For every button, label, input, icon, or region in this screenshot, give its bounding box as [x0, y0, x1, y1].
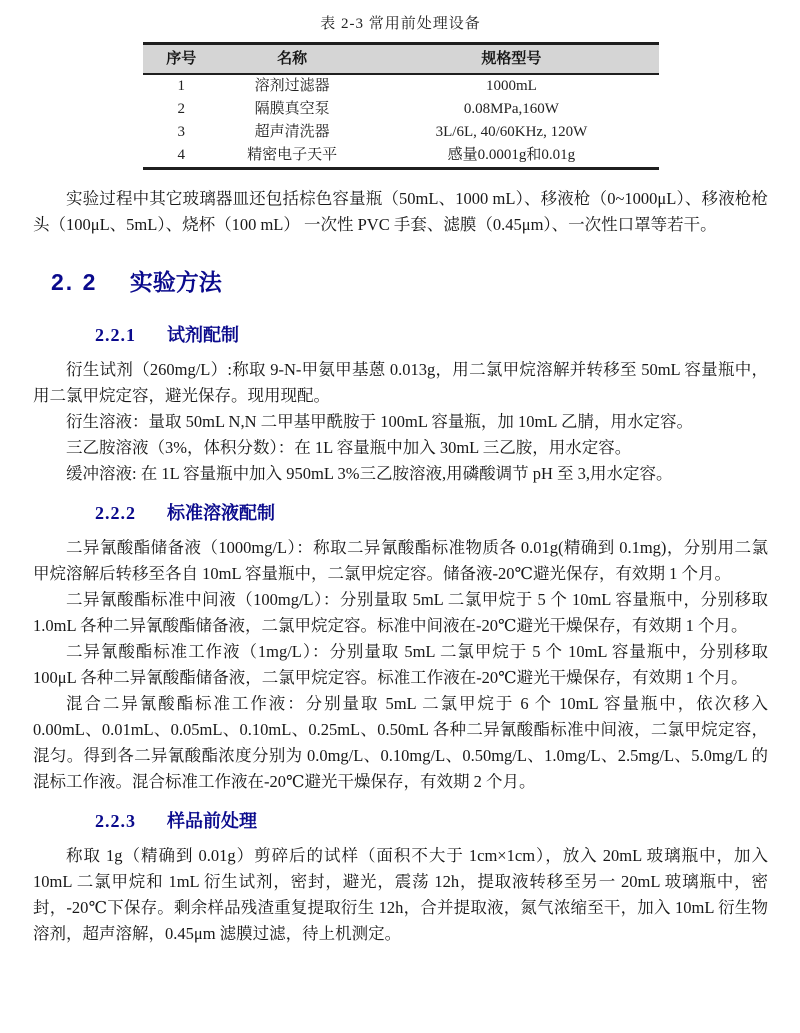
- subsection-title: 标准溶液配制: [167, 503, 276, 523]
- table-row: [143, 144, 659, 169]
- col-header-no: 序号: [166, 51, 197, 67]
- col-header-name: 名称: [277, 51, 308, 67]
- section-title: 实验方法: [129, 269, 222, 295]
- paragraph: 二异氰酸酯标准工作液（1mg/L）：分别量取 5mL 二氯甲烷于 5 个 10mL 容量瓶中，分别移取 100μL 各种二异氰酸酯储备液，二氯甲烷定容。标准工作液在-20℃避光干燥保存，有效期 1 个月。: [33, 642, 768, 687]
- paragraph: 混合二异氰酸酯标准工作液：分别量取 5mL 二氯甲烷于 6 个 10mL 容量瓶中，依次移入 0.00mL、0.01mL、0.05mL、0.10mL、0.25mL、0.50mL 各种二异氰酸酯标准中间液，二氯甲烷定容，混匀。得到各二异氰酸酯浓度分别为 0.0mg/L、0.10mg/L、0.50mg/L、1.0mg/L、2.5mg/L、5.0mg/L 的混标工作液。混合标准工作液在-20℃避光干燥保存，有效期 2 个月。: [33, 694, 768, 791]
- cell-spec: 3L/6L, 40/60KHz, 120W: [435, 124, 588, 140]
- subsection-heading-2-2-1: [33, 321, 768, 347]
- subsection-heading-2-2-2: [33, 499, 768, 525]
- subsection-number: 2.2.3: [95, 811, 136, 831]
- cell-no: 3: [177, 124, 185, 140]
- paragraph: 衍生溶液：量取 50mL N,N 二甲基甲酰胺于 100mL 容量瓶，加 10mL 乙腈，用水定容。: [66, 412, 693, 431]
- subsection-number: 2.2.1: [95, 325, 136, 345]
- table-row: [143, 98, 659, 121]
- subsection-number: 2.2.2: [95, 503, 136, 523]
- section-heading: [33, 264, 768, 297]
- cell-name: 超声清洗器: [254, 124, 330, 140]
- subsection-title: 样品前处理: [167, 811, 258, 831]
- paragraph: 三乙胺溶液（3%，体积分数）：在 1L 容量瓶中加入 30mL 三乙胺，用水定容。: [66, 438, 632, 457]
- section-number: 2. 2: [51, 269, 98, 295]
- paragraph: 衍生试剂（260mg/L）:称取 9-N-甲氨甲基蒽 0.013g，用二氯甲烷溶解并转移至 50mL 容量瓶中，用二氯甲烷定容，避光保存。现用现配。: [33, 360, 768, 405]
- cell-no: 1: [177, 78, 185, 94]
- table-caption: 表 2-3 常用前处理设备: [320, 16, 481, 32]
- cell-spec: 1000mL: [486, 78, 537, 94]
- paragraph: 二异氰酸酯储备液（1000mg/L）：称取二异氰酸酯标准物质各 0.01g(精确到 0.1mg)，分别用二氯甲烷溶解后转移至各自 10mL 容量瓶中，二氯甲烷定容。储备液-20℃避光保存，有效期 1 个月。: [33, 538, 768, 583]
- cell-name: 溶剂过滤器: [254, 78, 330, 94]
- cell-no: 4: [177, 147, 185, 163]
- paragraph: 二异氰酸酯标准中间液（100mg/L）：分别量取 5mL 二氯甲烷于 5 个 10mL 容量瓶中，分别移取 1.0mL 各种二异氰酸酯储备液，二氯甲烷定容。标准中间液在-20℃避光干燥保存，有效期 1 个月。: [33, 590, 768, 635]
- paragraph: 缓冲溶液: 在 1L 容量瓶中加入 950mL 3%三乙胺溶液,用磷酸调节 pH 至 3,用水定容。: [66, 464, 673, 483]
- table-row: [143, 121, 659, 144]
- equipment-table: [143, 42, 659, 170]
- cell-name: 隔膜真空泵: [254, 101, 330, 117]
- subsection-title: 试剂配制: [167, 325, 240, 345]
- col-header-spec: 规格型号: [481, 51, 542, 67]
- table-header-row: [143, 44, 659, 75]
- cell-name: 精密电子天平: [247, 147, 338, 163]
- paragraph: 称取 1g（精确到 0.01g）剪碎后的试样（面积不大于 1cm×1cm），放入 20mL 玻璃瓶中，加入 10mL 二氯甲烷和 1mL 衍生试剂，密封，避光，震荡 12h，提取液转移至另一 20mL 玻璃瓶中，密封，-20℃下保存。剩余样品残渣重复提取衍生 12h，合并提取液，氮气浓缩至干，加入 10mL 衍生物溶剂，超声溶解，0.45μm 滤膜过滤，待上机测定。: [33, 846, 768, 943]
- cell-spec: 感量0.0001g和0.01g: [447, 147, 576, 163]
- subsection-heading-2-2-3: [33, 807, 768, 833]
- cell-no: 2: [177, 101, 185, 117]
- cell-spec: 0.08MPa,160W: [463, 101, 559, 117]
- intro-paragraph: 实验过程中其它玻璃器皿还包括棕色容量瓶（50mL、1000 mL）、移液枪（0~1000μL）、移液枪枪头（100μL、5mL）、烧杯（100 mL） 一次性 PVC 手套、滤膜（0.45μm）、一次性口罩等若干。: [33, 189, 768, 234]
- table-row: [143, 74, 659, 98]
